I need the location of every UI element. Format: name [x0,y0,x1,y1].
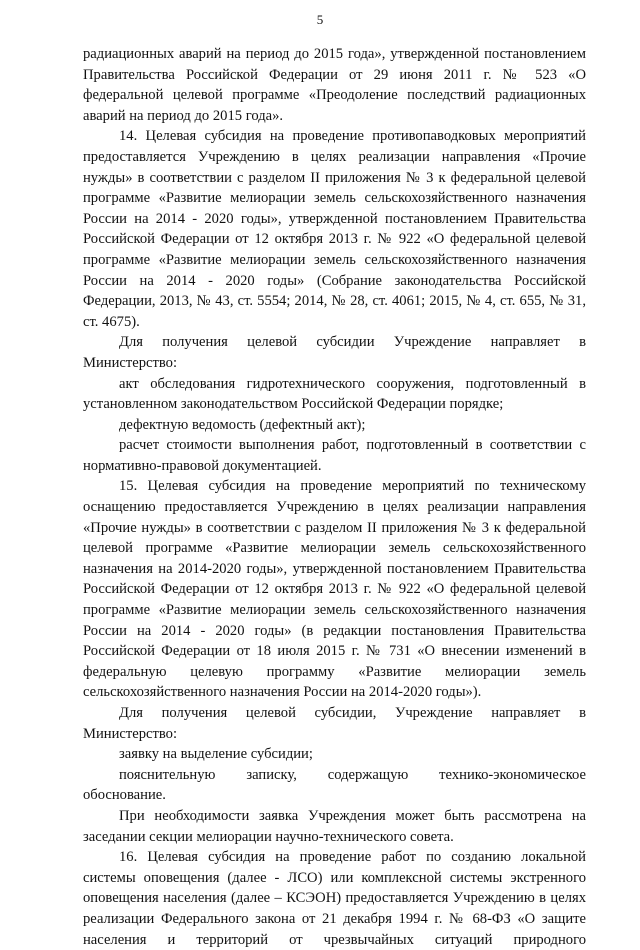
paragraph-1: радиационных аварий на период до 2015 года», утвержденной постановлением Правительства Российской Федерации от 29 июня 2011 г. № 523 «О федеральной целевой программе «Преодоление последствий радиационных аварий на период до 2015 года». [83,46,586,124]
page-number: 5 [316,12,324,27]
paragraph-item-14: 14. Целевая субсидия на проведение противопаводковых мероприятий предоставляется Учреждению в целях реализации направления «Прочие нужды» в соответствии с разделом II приложения № 3 к федеральной целевой программе «Развитие мелиорации земель сельскохозяйственного назначения России на 2014 - 2020 годы», утвержденной постановлением Правительства Российской Федерации от 12 октября 2013 г. № 922 «О федеральной целевой программе «Развитие мелиорации земель сельскохозяйственного назначения России на 2014 - 2020 годы» (Собрание законодательства Российской Федерации, 2013, № 43, ст. 5554; 2014, № 28, ст. 4061; 2015, № 4, ст. 655, № 31, ст. 4675). [83,128,586,330]
paragraph-4: акт обследования гидротехнического сооружения, подготовленный в установленном законодательством Российской Федерации порядке; [83,375,586,413]
paragraph-item-16: 16. Целевая субсидия на проведение работ по созданию локальной системы оповещения (далее - ЛСО) или комплексной системы экстренного оповещения населения (далее – КСЭОН) предоставляется Учреждению в целях реализации Федерального закона от 21 декабря 1994 г. № 68-ФЗ «О защите населения и территорий от чрезвычайных ситуаций природного [83,849,586,948]
paragraph-11: При необходимости заявка Учреждения может быть рассмотрена на заседании секции мелиорации научно-технического совета. [83,807,586,845]
paragraph-10: пояснительную записку, содержащую технико-экономическое обоснование. [83,766,586,804]
paragraph-9: заявку на выделение субсидии; [119,746,313,763]
document-body [83,44,586,950]
paragraph-item-15: 15. Целевая субсидия на проведение мероприятий по техническому оснащению предоставляется Учреждению в целях реализации направления «Прочие нужды» в соответствии с разделом II приложения № 3 к федеральной целевой программе «Развитие мелиорации земель сельскохозяйственного назначения на 2014-2020 годы», утвержденной постановлением Правительства Российской Федерации от 12 октября 2013 г. № 922 «О федеральной целевой программе «Развитие мелиорации земель сельскохозяйственного назначения России на 2014 - 2020 годы» (в редакции постановления Правительства Российской Федерации от 18 июля 2015 г. № 731 «О внесении изменений в федеральную целевую программу «Развитие мелиорации земель сельскохозяйственного назначения России на 2014-2020 годы»). [83,478,586,701]
paragraph-3: Для получения целевой субсидии Учреждение направляет в Министерство: [83,334,586,371]
paragraph-6: расчет стоимости выполнения работ, подготовленный в соответствии с нормативно-правовой документацией. [83,437,586,474]
paragraph-5: дефектную ведомость (дефектный акт); [119,416,366,433]
paragraph-8: Для получения целевой субсидии, Учреждение направляет в Министерство: [83,705,586,742]
